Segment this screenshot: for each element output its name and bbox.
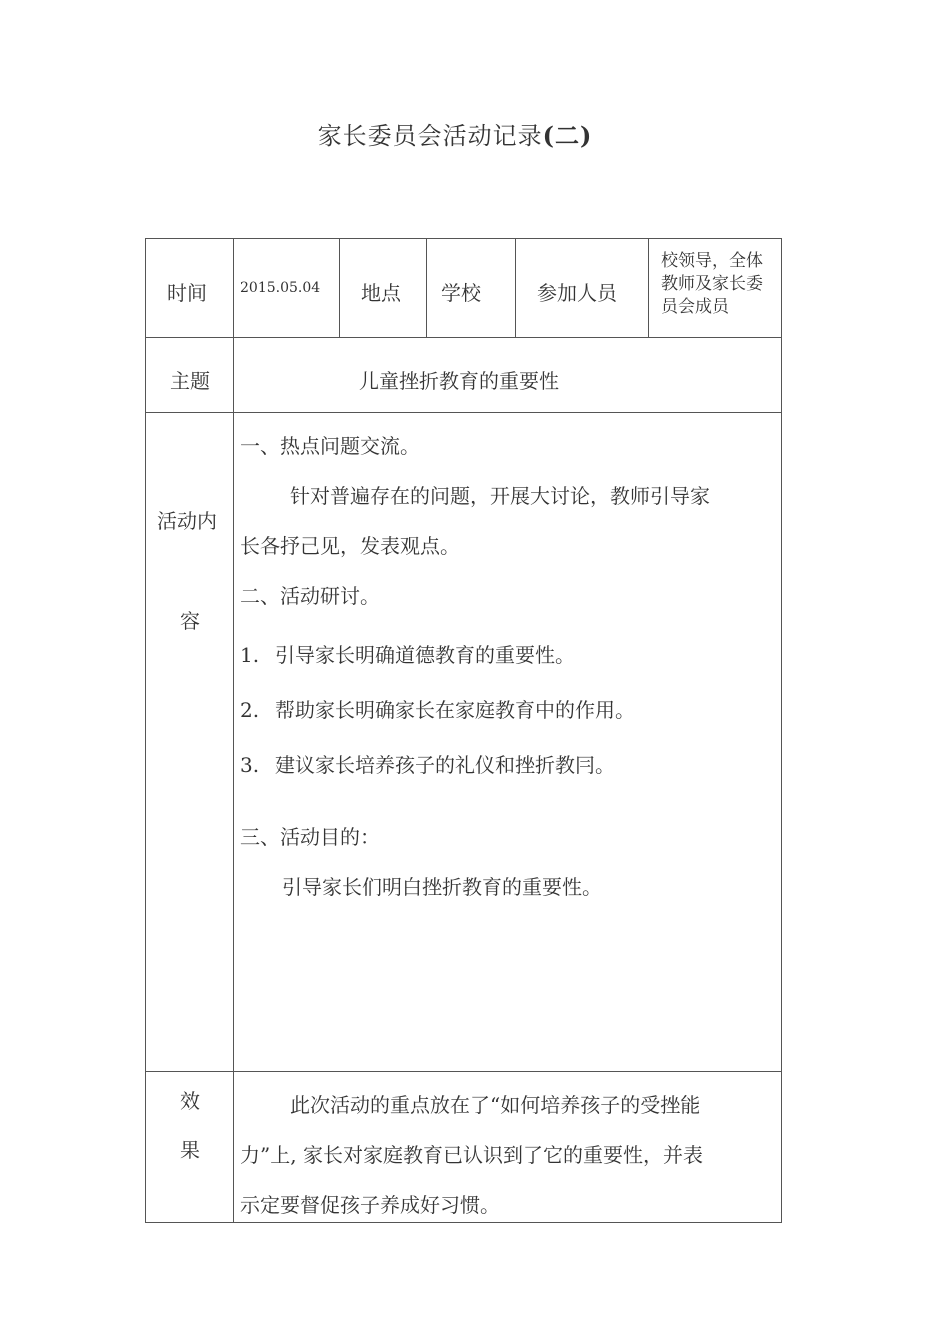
section3-heading: 三、活动目的：	[240, 825, 380, 849]
row-divider	[145, 412, 782, 413]
effect-line3: 示定要督促孩子养成好习惯。	[240, 1193, 500, 1217]
column-divider	[426, 238, 427, 337]
column-divider	[233, 238, 234, 1223]
list-item-2-number: 2.	[240, 698, 260, 722]
place-value: 学校	[441, 281, 481, 305]
effect-line1: 此次活动的重点放在了“如何培养孩子的受挫能	[290, 1093, 701, 1117]
document-title	[0, 116, 910, 151]
section3-text: 引导家长们明白挫折教育的重要性。	[282, 875, 602, 899]
time-label: 时间	[167, 281, 207, 305]
effect-label-line1: 效	[180, 1089, 200, 1113]
title-paren: (二)	[542, 121, 593, 150]
content-label-line2: 容	[180, 609, 200, 633]
content-label-line1: 活动内	[157, 509, 217, 533]
row-divider	[145, 337, 782, 338]
place-label: 地点	[361, 281, 401, 305]
participants-label: 参加人员	[537, 281, 617, 305]
theme-value: 儿童挫折教育的重要性	[359, 369, 559, 393]
column-divider	[339, 238, 340, 337]
row-divider	[145, 1071, 782, 1072]
participants-value: 校领导，全体教师及家长委员会成员	[661, 251, 763, 317]
section1-heading: 一、热点问题交流。	[240, 434, 420, 458]
list-item-1-text: 引导家长明确道德教育的重要性。	[275, 643, 575, 667]
column-divider	[648, 238, 649, 337]
effect-line2: 力”上, 家长对家庭教育已认识到了它的重要性，并表	[240, 1143, 703, 1167]
list-item-3-text: 建议家长培养孩子的礼仪和挫折教冃。	[275, 753, 615, 777]
theme-label: 主题	[170, 369, 210, 393]
list-item-1-number: 1.	[240, 643, 260, 667]
list-item-2-text: 帮助家长明确家长在家庭教育中的作用。	[275, 698, 635, 722]
column-divider	[515, 238, 516, 337]
section1-paragraph-line1: 针对普遍存在的问题，开展大讨论，教师引导家	[290, 484, 710, 508]
activity-record-table	[145, 238, 782, 1223]
time-value: 2015.05.04	[240, 280, 321, 296]
section1-paragraph-line2: 长各抒己见，发表观点。	[240, 534, 460, 558]
section2-heading: 二、活动研讨。	[240, 584, 380, 608]
title-main: 家长委员会活动记录	[317, 122, 543, 150]
list-item-3-number: 3.	[240, 753, 260, 777]
effect-label-line2: 果	[180, 1138, 200, 1162]
